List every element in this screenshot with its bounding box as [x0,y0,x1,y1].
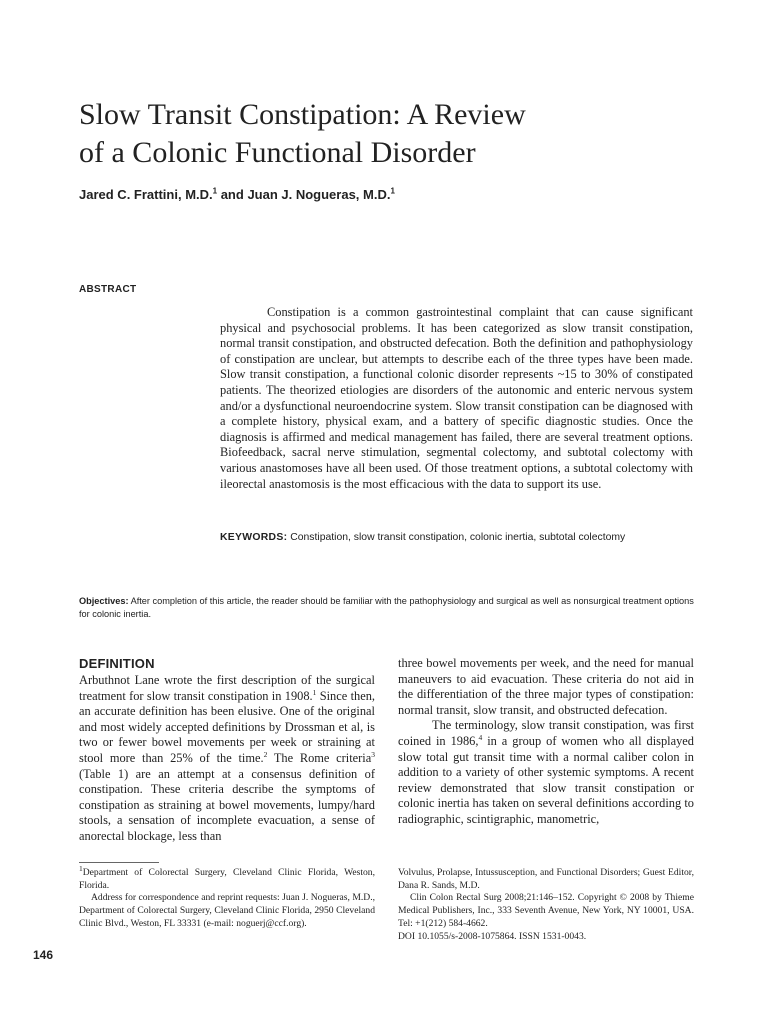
body-paragraph [398,718,694,827]
objectives-text: After completion of this article, the reader should be familiar with the pathophysiology and surgical as well as nonsurgical treatment options for colonic inertia. [79,596,694,619]
affiliation-mark: 1 [79,863,83,873]
body-paragraph [79,673,375,843]
body-text: Arbuthnot Lane wrote the first description of the surgical treatment for slow transit constipation in 1908. [79,673,375,703]
abstract-body [220,305,693,492]
title-line-1: Slow Transit Constipation: A Review [79,98,526,131]
body-text: in a group of women who all displayed slow total gut transit time with a normal caliber colon in addition to a variety of other systemic symptoms. A recent review demonstrated that slow transit constipation or colonic inertia has taken on several definitions according to radiographic, scintigraphic, manometric, [398,733,694,826]
doi-info: DOI 10.1055/s-2008-1075864. ISSN 1531-0043. [398,930,587,942]
author-list [79,187,395,202]
footnote-rule [79,862,159,863]
body-text: The terminology, slow transit constipation, was first coined in 1986, [398,718,694,748]
citation-mark: 1 [312,687,317,697]
title-line-2: of a Colonic Functional Disorder [79,136,476,169]
author-name: Jared C. Frattini, M.D. [79,187,213,202]
objectives [79,595,699,621]
body-column-left [79,656,375,845]
body-column-right [398,656,694,828]
author-affiliation-mark: 1 [390,186,395,196]
footnotes-right [398,867,694,943]
section-heading: DEFINITION [79,656,155,671]
page-number: 146 [33,948,54,962]
affiliation-footnote [79,863,375,892]
body-paragraph: three bowel movements per week, and the need for manual maneuvers to aid evacuation. These criteria do not aid in the differentiation of the three major types of constipation: normal transit, slow transit, and obstructed defecation. [398,656,694,717]
keywords [220,530,693,545]
objectives-label: Objectives: [79,596,129,606]
correspondence-footnote: Address for correspondence and reprint requests: Juan J. Nogueras, M.D., Department of Colorectal Surgery, Cleveland Clinic Florida, 2950 Cleveland Clinic Blvd., Weston, FL 33331 (e-mail: noguerj@ccf.org). [79,892,375,929]
author-conjunction: and [217,187,248,202]
author-name: Juan J. Nogueras, M.D. [247,187,391,202]
keywords-label: KEYWORDS: [220,532,288,543]
article-title [79,96,699,172]
body-text: Since then, an accurate definition has been elusive. One of the original and most widely accepted definitions by Drossman et al, is two or fewer bowel movements per week or straining at stool more than 25% of the time. [79,688,375,765]
affiliation-text: Department of Colorectal Surgery, Cleveland Clinic Florida, Weston, Florida. [79,867,375,891]
abstract-paragraph: Constipation is a common gastrointestinal complaint that can cause significant physical and psychosocial problems. It has been categorized as slow transit constipation, normal transit constipation, and obstructed defecation. Both the definition and pathophysiology of constipation are unclear, but attempts to describe each of the three types have been made. Slow transit constipation, a functional colonic disorder represents ~15 to 30% of constipated patients. The theorized etiologies are disorders of the autonomic and enteric nervous system and/or a dysfunctional neuroendocrine system. Slow transit constipation can be diagnosed with a complete history, physical exam, and a battery of specific diagnostic studies. Once the diagnosis is affirmed and medical management has failed, there are several treatment options. Biofeedback, sacral nerve stimulation, segmental colectomy, and subtotal colectomy with various anastomoses have all been used. Of those treatment options, a subtotal colectomy with ileorectal anastomosis is the most efficacious with the data to support its use. [220,305,693,491]
citation-mark: 4 [478,732,483,742]
body-text: (Table 1) are an attempt at a consensus definition of constipation. These criteria describe the symptoms of constipation as straining at bowel movements, lumpy/hard stools, a sensation of incomplete evacuation, a sense of anorectal blockage, less than [79,766,375,843]
footnotes-left [79,863,375,931]
issue-info: Volvulus, Prolapse, Intussusception, and Functional Disorders; Guest Editor, Dana R. Sands, M.D. [398,867,694,891]
abstract-heading: ABSTRACT [79,284,137,295]
keywords-text: Constipation, slow transit constipation, colonic inertia, subtotal colectomy [287,532,626,543]
citation-info: Clin Colon Rectal Surg 2008;21:146–152. Copyright © 2008 by Thieme Medical Publishers, Inc., 333 Seventh Avenue, New York, NY 10001, USA. Tel: +1(212) 584-4662. [398,892,694,929]
body-text: The Rome criteria [267,750,372,765]
citation-mark: 2 [263,749,268,759]
citation-mark: 3 [371,749,375,759]
author-affiliation-mark: 1 [212,186,218,196]
